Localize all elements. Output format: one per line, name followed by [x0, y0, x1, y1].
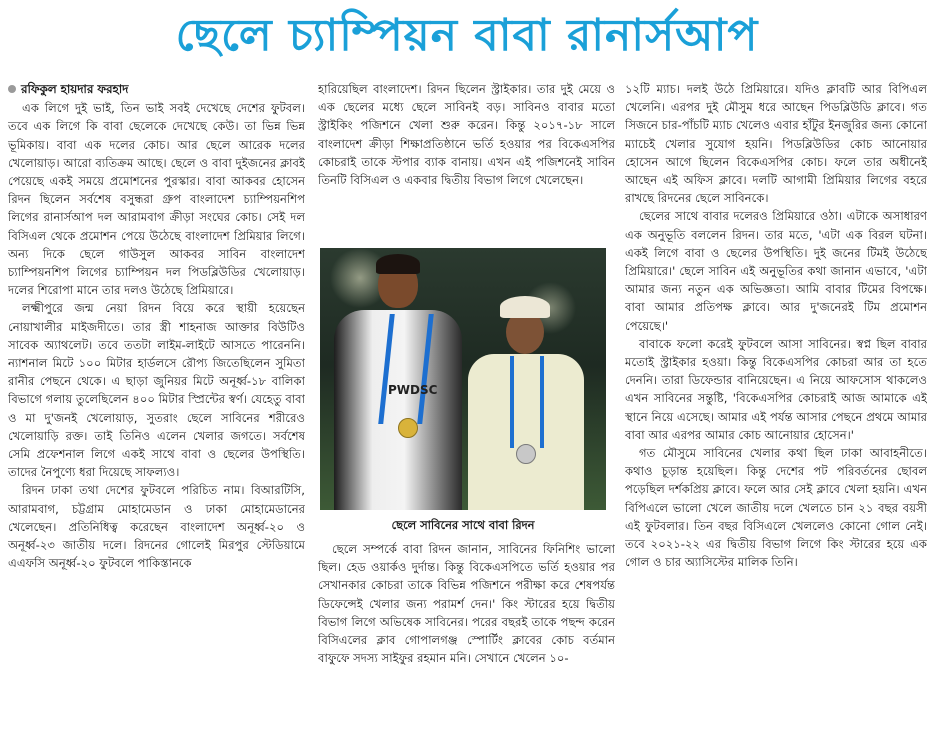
byline	[8, 80, 305, 98]
paragraph: ১২টি ম্যাচ। দলই উঠে প্রিমিয়ারে। যদিও ক্লাবটি আর বিপিএল খেলেনি। এরপর দুই মৌসুম ধরে আছেন পিডব্লিউডি ক্লাবে। গত সিজনে চার-পাঁচটি ম্যাচ খেলেও এবার হাঁটুর ইনজুরির জন্য কোনো ম্যাচেই খেলার সুযোগ হয়নি। পিডব্লিউডির কোচ আনোয়ার হোসেন আগে ছিলেন বিকেএসপির কোচ। ফলে তার অধীনেই আছেন এই অফিস ক্লাবে। দলটি আগামী প্রিমিয়ার লিগের বহরে রাখছে রিদনের ছেলে সাবিনকে।	[625, 82, 927, 206]
article-column-2-top	[318, 80, 615, 240]
silver-medal-icon	[516, 444, 536, 464]
bullet-icon	[8, 85, 16, 93]
paragraph: রিদন ঢাকা তথা দেশের ফুটবলে পরিচিত নাম। বিআরটিসি, আরামবাগ, চট্টগ্রাম মোহামেডান ও ঢাকা মোহামেডানের খেলেছেন। প্রতিনিধিত্ব করেছেন বাংলাদেশ অনূর্ধ্ব-২০ ও অনূর্ধ্ব-২৩ জাতীয় দলে। রিদনের গোলেই মিরপুর স্টেডিয়ামে এএফসি অনূর্ধ্ব-২০ ফুটবলে পাকিস্তানকে	[8, 483, 305, 571]
article-column-3	[625, 80, 927, 726]
paragraph: গত মৌসুমে সাবিনের খেলার কথা ছিল ঢাকা আবাহনীতে। কথাও চূড়ান্ত হয়েছিল। কিন্তু দেশের পট পরিবর্তনের ছোবল পড়েছিল দর্শকপ্রিয় ক্লাবে। ফলে আর সেই ক্লাবে খেলা হয়নি। এখন বিপিএলে ভালো খেলে জাতীয় দলে খেলতে চান ২১ বছর বয়সী এই ফুটবলার। তিন বছর বিসিএলে খেললেও কোনো গোল নেই। তবে ২০২১-২২ এর দ্বিতীয় বিভাগ লিগে কিং স্টারের হয়ে এক গোল ও চার অ্যাসিস্টের মালিক তিনি।	[625, 446, 927, 570]
article-photo	[320, 248, 606, 510]
medal-ribbon	[510, 356, 544, 448]
jersey-text: PWDSC	[388, 383, 438, 397]
paragraph: বাবাকে ফলো করেই ফুটবলে আসা সাবিনের। স্বপ্ন ছিল বাবার মতোই স্ট্রাইকার হওয়া। কিন্তু বিকেএসপির কোচরা আর তা হতে দেননি। তারা ডিফেন্ডার বানিয়েছেন। এ নিয়ে আফসোস থাকলেও এখন সাবিনের সন্তুষ্টি, 'বিকেএসপির কোচরাই আজ আমাকে এই স্থানে নিয়ে এসেছে। আমার এই পর্যন্ত আসার পেছনে প্রথমে আমার বাবা আর এরপর আমার কোচ আনোয়ার হোসেন।'	[625, 336, 927, 442]
gold-medal-icon	[398, 418, 418, 438]
headline: ছেলে চ্যাম্পিয়ন বাবা রানার্সআপ	[175, 10, 759, 61]
son-hair	[376, 254, 420, 274]
paragraph: হারিয়েছিল বাংলাদেশ। রিদন ছিলেন স্ট্রাইকার। তার দুই মেয়ে ও এক ছেলের মধ্যে ছেলে সাবিনই বড়। সাবিনও বাবার মতো স্ট্রাইকিং পজিশনে খেলা শুরু করেন। কিন্তু ২০১৭-১৮ সালে বাংলাদেশ ক্রীড়া শিক্ষাপ্রতিষ্ঠানে ভর্তি হওয়ার পর বিকেএসপির কোচরাই তাকে স্টপার ব্যাক বানায়। এখন এই পজিশনেই সাবিন তিনটি বিসিএল ও একবার দ্বিতীয় বিভাগ লিগে খেলেছেন।	[318, 82, 615, 188]
paragraph: ছেলে সম্পর্কে বাবা রিদন জানান, সাবিনের ফিনিশিং ভালো ছিল। হেড ওয়ার্কও দুর্দান্ত। কিন্তু বিকেএসপিতে ভর্তি হওয়ার পর সেখানকার কোচরা তাকে বিভিন্ন পজিশনে পরীক্ষা করে শেষপর্যন্ত ডিফেন্সেই খেলার জন্য পরামর্শ দেন।' কিং স্টারের হয়ে দ্বিতীয় বিভাগ লিগে অভিষেক সাবিনের। পরের বছরই তাকে পছন্দ করেন বিসিএলের ক্লাব গোপালগঞ্জ স্পোর্টিং ক্লাবের কোচ বর্তমান বাফুফে সদস্য সাইফুর রহমান মনি। সেখানে খেলেন ১০-	[318, 542, 615, 666]
paragraph: এক লিগে দুই ভাই, তিন ভাই সবই দেখেছে দেশের ফুটবল। তবে এক লিগে কি বাবা ছেলেকে দেখেছে কেউ। তা ভিন্ন ভিন্ন ভূমিকায়। বাবা এক দলের কোচ। আর ছেলে আরেক দলের খেলোয়াড়। আরো ব্যতিক্রম আছে। ছেলে ও বাবা দুইজনের ক্লাবই পেয়েছে একই সময়ে প্রমোশনের পুরস্কার। বাবা আকবর হোসেন রিদন ছিলেন সর্বশেষ বসুন্ধরা গ্রুপ বাংলাদেশ চ্যাম্পিয়নশিপ লিগের রানার্সআপ দল আরামবাগ ক্রীড়া সংঘের কোচ। সেই দল বিসিএল থেকে প্রমোশন পেয়ে উঠেছে বাংলাদেশ প্রিমিয়ার লিগে। অন্য দিকে ছেলে গাউসুল আকবর সাবিন বাংলাদেশ চ্যাম্পিয়নশিপ লিগের চ্যাম্পিয়ন দল পিডব্লিউডির খেলোয়াড়। দলের শিরোপা মানে তার দলও উঠেছে প্রিমিয়ারে।	[8, 101, 305, 298]
paragraph: ছেলের সাথে বাবার দলেরও প্রিমিয়ারে ওঠা। এটাকে অসাধারণ এক অনুভূতি বললেন রিদন। তার মতে, 'এটা এক বিরল ঘটনা। একই লিগে বাবা ও ছেলের উপস্থিতি। দুই জনের টিমই উঠেছে প্রিমিয়ারে।' ছেলে সাবিন এই অনুভূতির কথা জানান এভাবে, 'এটা আমার জন্য নতুন এক অভিজ্ঞতা। আমি বাবার টিমের বিপক্ষে। বাবা আমার প্রতিপক্ষ ক্লাবে। আর দু'জনেরই টিম প্রমোশন পেয়েছে।'	[625, 209, 927, 333]
photo-caption: ছেলে সাবিনের সাথে বাবা রিদন	[391, 518, 535, 532]
byline-author: রফিকুল হায়দার ফরহাদ	[21, 82, 129, 96]
father-cap	[500, 296, 550, 318]
paragraph: লক্ষ্মীপুরে জন্ম নেয়া রিদন বিয়ে করে স্থায়ী হয়েছেন নোয়াখালীর মাইজদীতে। তার স্ত্রী শাহনাজ আক্তার বিউটিও সাবেক অ্যাথলেট। তবে ততটা লাইম-লাইটে আসতে পারেননি। ন্যাশনাল মিটে ১০০ মিটার হার্ডলসে রৌপ্য জিতেছিলেন সুমিতা রানীর পেছনে থেকে। এ ছাড়া জুনিয়র মিটে অনূর্ধ্ব-১৮ বালিকা বিভাগে গলায় তুলেছিলেন ৪০০ মিটার স্প্রিন্টের স্বর্ণ। যেহেতু বাবা ও মা দু'জনই খেলোয়াড়, সুতরাং ছেলে সাবিনের শরীরেও খেলোয়াড়ি রক্ত। তাই তিনিও এলেন খেলার জগতে। সর্বশেষ সেমি প্রফেশনাল লিগে একই সাথে বাবা ও ছেলের উপস্থিতি। তাদের নৈপুণ্যে ধরা দিয়েছে সাফল্যও।	[8, 301, 305, 480]
article-column-1	[8, 80, 305, 726]
article-column-2-bottom	[318, 540, 615, 726]
